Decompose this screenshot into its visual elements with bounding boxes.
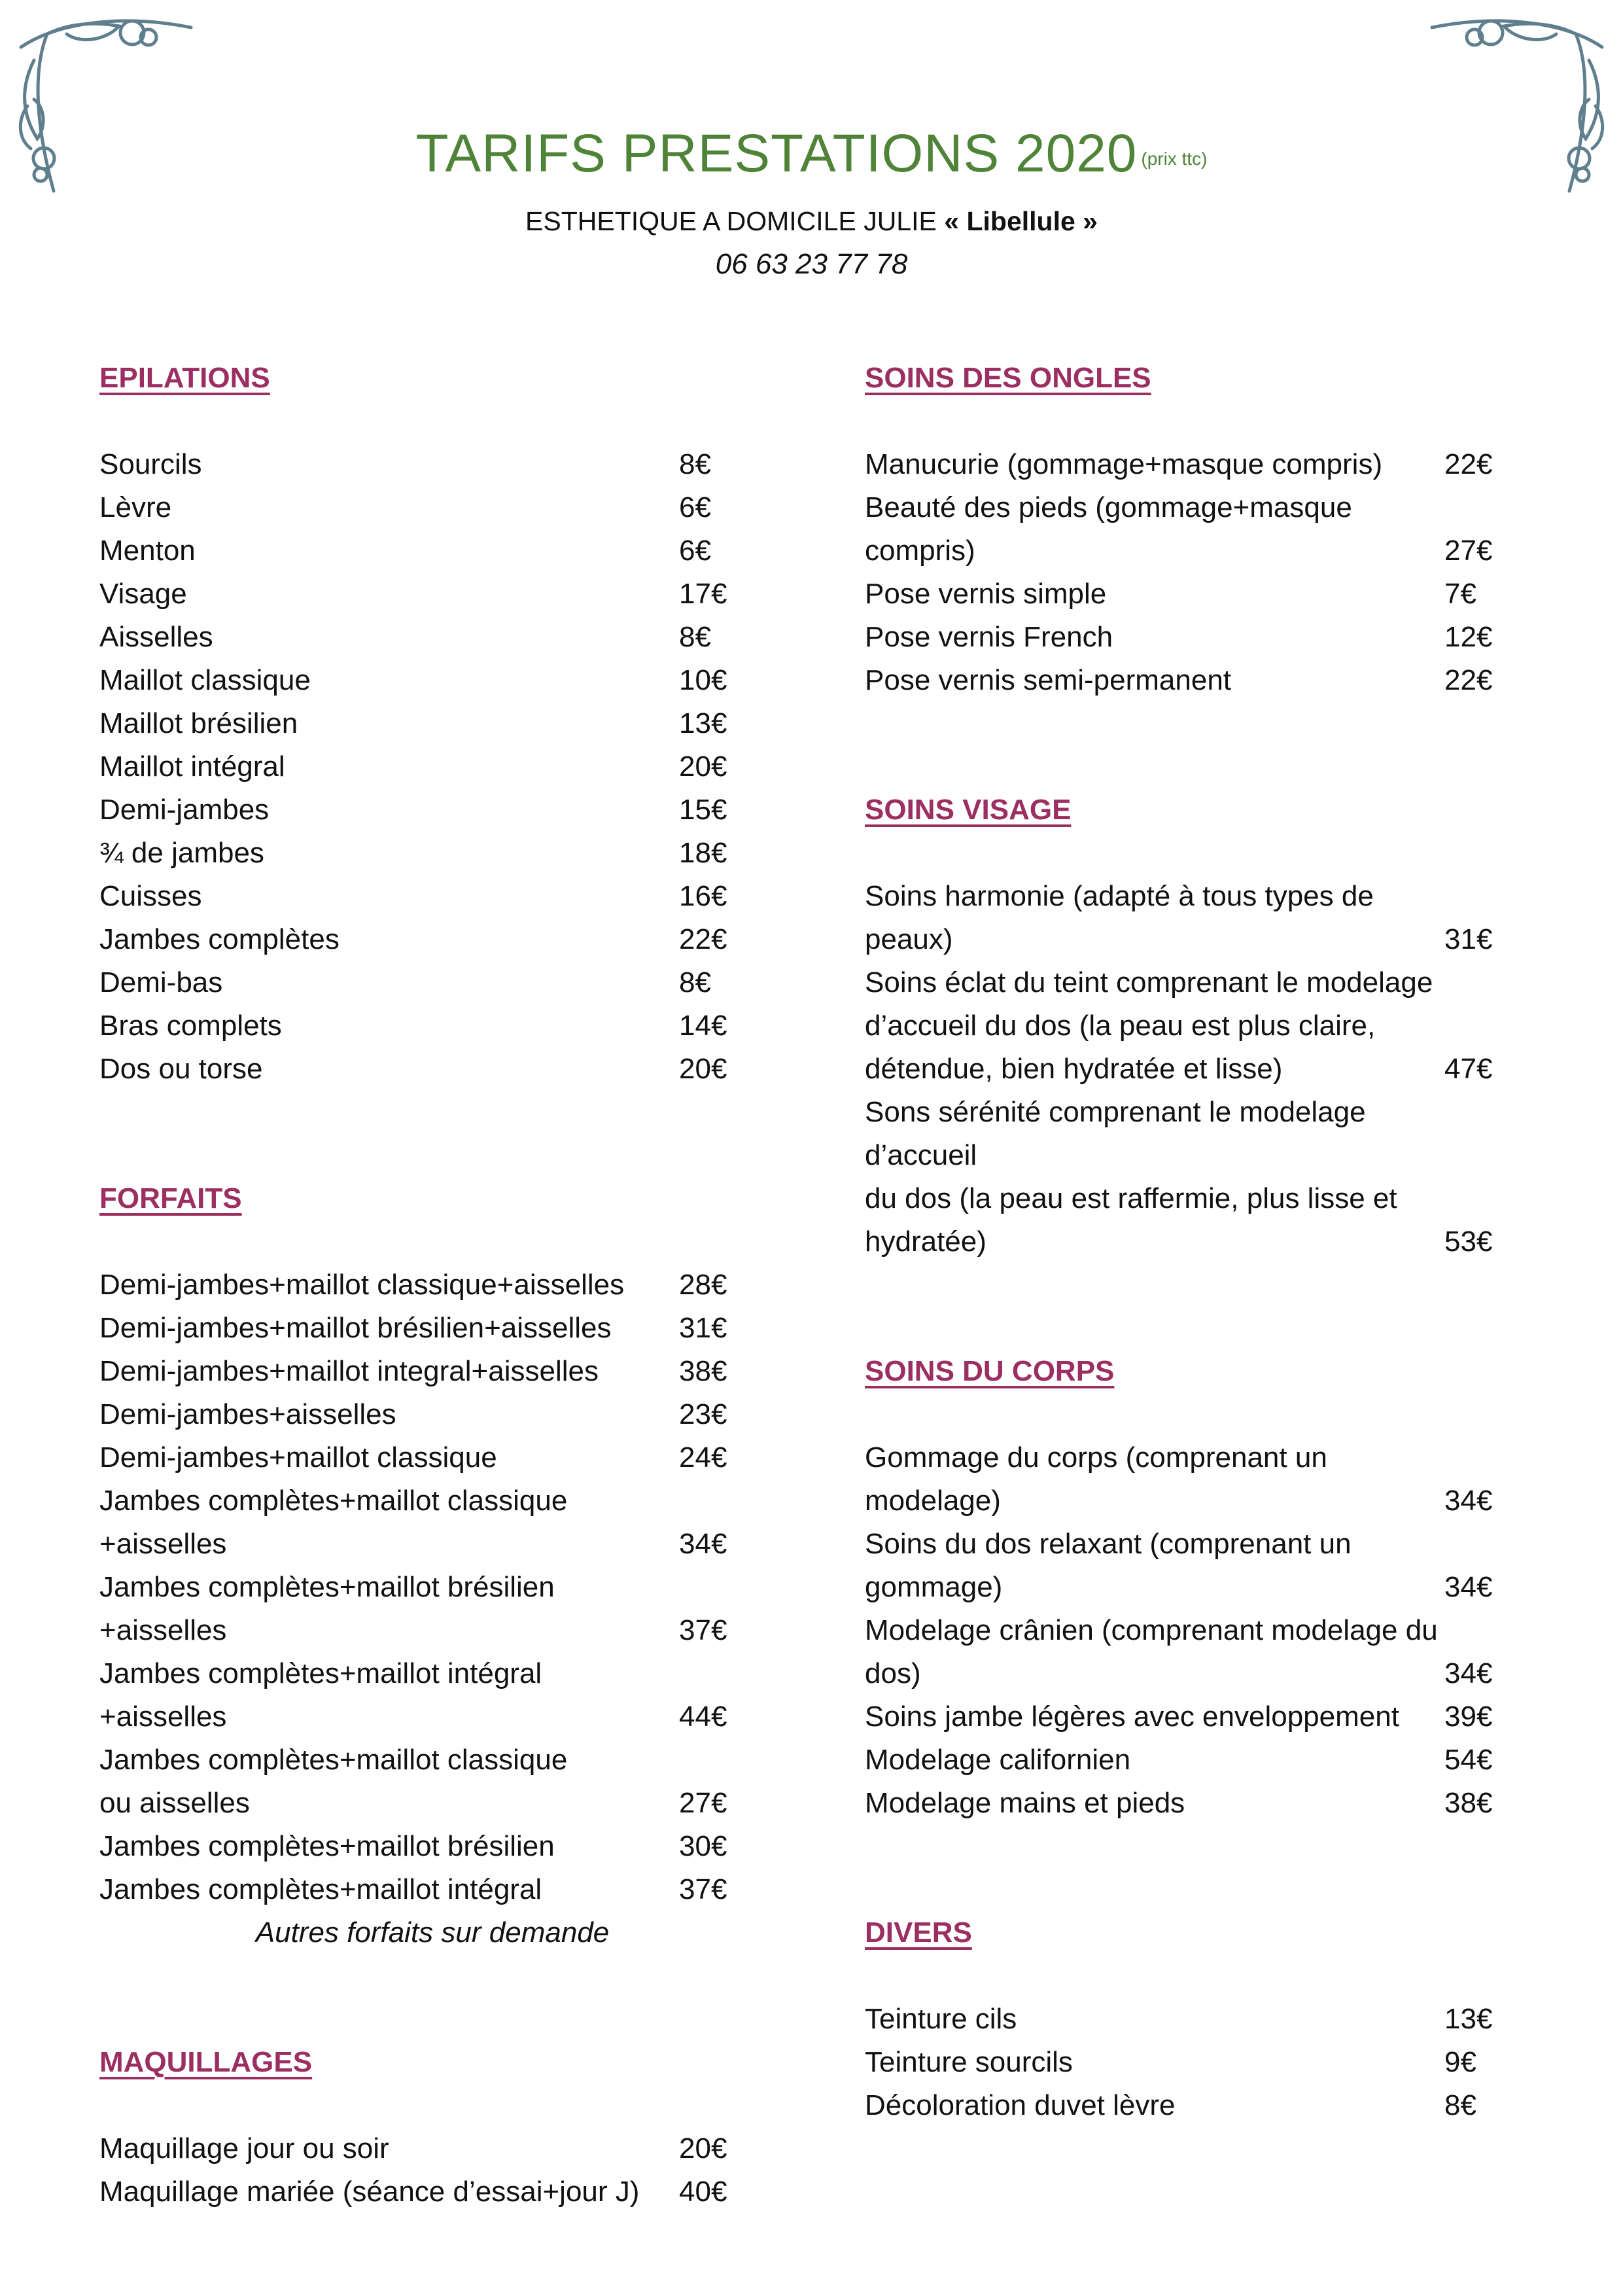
section-heading-divers: DIVERS: [865, 1916, 972, 1949]
price-item-label-line: Jambes complètes+maillot brésilien: [99, 1830, 555, 1862]
price-item-label-line: Soins éclat du teint comprenant le modelage: [865, 966, 1433, 998]
price-item-label: [99, 616, 679, 659]
price-item-label: [865, 1609, 1444, 1695]
price-item-price: 34€: [1444, 1485, 1493, 1517]
price-item: [99, 875, 754, 918]
price-item: [865, 875, 1519, 961]
section-heading-corps: SOINS DU CORPS: [865, 1355, 1115, 1387]
price-item-label: [99, 1393, 679, 1436]
price-item-label-line: Pose vernis French: [865, 621, 1113, 653]
price-item-label: [99, 1004, 679, 1048]
price-item-label: [99, 745, 679, 788]
price-item: [99, 832, 754, 875]
price-item-label: [865, 659, 1444, 702]
price-item-label: [865, 1695, 1444, 1739]
price-item: [99, 2127, 754, 2170]
price-item-label-line: gommage): [865, 1571, 1003, 1603]
price-item-label: [865, 573, 1444, 616]
price-item-label: [865, 2084, 1444, 2127]
price-item-label-line: Teinture cils: [865, 2003, 1017, 2035]
price-item: [99, 1263, 754, 1307]
price-item: [865, 1523, 1519, 1609]
price-item-label: [865, 486, 1444, 573]
price-item: [99, 1436, 754, 1479]
price-item-label: [99, 1307, 679, 1350]
price-item-label-line: détendue, bien hydratée et lisse): [865, 1053, 1283, 1085]
price-item-label-line: Modelage mains et pieds: [865, 1787, 1185, 1819]
price-item-label-line: Pose vernis semi-permanent: [865, 664, 1232, 696]
price-item: [865, 1091, 1519, 1263]
price-item-label-line: Gommage du corps (comprenant un: [865, 1441, 1327, 1474]
price-item: [99, 1307, 754, 1350]
price-item-label-line: Sourcils: [99, 448, 202, 480]
price-item-price: 22€: [1444, 664, 1493, 696]
price-item-price: 10€: [679, 664, 727, 696]
price-item-label-line: Beauté des pieds (gommage+masque: [865, 491, 1352, 523]
price-item-label-line: Jambes complètes: [99, 923, 340, 955]
price-item-label: [99, 1652, 679, 1739]
price-item: [99, 1566, 754, 1652]
price-item-label: [865, 443, 1444, 486]
price-item-label-line: compris): [865, 535, 975, 567]
page-title: [0, 121, 1623, 192]
price-item-label: [99, 788, 679, 832]
price-item-label: [99, 832, 679, 875]
price-item-label-line: modelage): [865, 1485, 1001, 1517]
price-item-price: 20€: [679, 1053, 727, 1085]
price-item: [865, 486, 1519, 573]
price-item: [99, 745, 754, 788]
price-item: [99, 616, 754, 659]
price-item-label-line: peaux): [865, 923, 953, 955]
price-item: [865, 1782, 1519, 1825]
price-item: [865, 573, 1519, 616]
price-item: [99, 702, 754, 745]
price-item: [99, 529, 754, 573]
price-item: [865, 1436, 1519, 1523]
price-item: [865, 1998, 1519, 2041]
price-item-price: 23€: [679, 1398, 727, 1430]
price-item-label-line: Menton: [99, 535, 196, 567]
price-item-label-line: Pose vernis simple: [865, 578, 1107, 610]
price-item: [865, 1695, 1519, 1739]
maquillages-list: [99, 2127, 754, 2214]
price-item-label-line: Cuisses: [99, 880, 202, 912]
price-item-price: 27€: [679, 1787, 727, 1819]
price-item: [99, 1739, 754, 1825]
visage-list: [865, 875, 1519, 1263]
price-item-price: 18€: [679, 837, 727, 869]
section-heading-forfaits: FORFAITS: [99, 1182, 242, 1214]
price-item: [99, 486, 754, 529]
business-name: [0, 200, 1623, 243]
price-item-label: [99, 1739, 679, 1825]
price-item-label-line: Jambes complètes+maillot classique: [99, 1744, 568, 1776]
price-item-label-line: ou aisselles: [99, 1787, 250, 1819]
corps-list: [865, 1436, 1519, 1825]
price-item-price: 34€: [679, 1528, 727, 1560]
price-item-label: [99, 918, 679, 961]
divers-list: [865, 1998, 1519, 2127]
price-item-label: [99, 486, 679, 529]
price-item-label: [865, 1523, 1444, 1609]
price-item: [99, 961, 754, 1004]
price-item: [99, 1393, 754, 1436]
left-column: [99, 357, 754, 2214]
price-item-label: [99, 961, 679, 1004]
price-item-label: [99, 1048, 679, 1091]
forfaits-list: [99, 1263, 754, 1911]
price-item: [99, 1652, 754, 1739]
price-item-price: 20€: [679, 751, 727, 783]
price-item-price: 20€: [679, 2132, 727, 2164]
price-item-label-line: Jambes complètes+maillot classique: [99, 1485, 568, 1517]
price-item-label: [99, 2170, 679, 2214]
price-item-label-line: Demi-jambes+maillot brésilien+aisselles: [99, 1312, 612, 1344]
price-item-label: [99, 443, 679, 486]
price-item-price: 16€: [679, 880, 727, 912]
price-item-label-line: hydratée): [865, 1226, 986, 1258]
price-item-label: [865, 1739, 1444, 1782]
price-item-label: [865, 1998, 1444, 2041]
price-item-label-line: dos): [865, 1657, 921, 1689]
price-item-label-line: Demi-jambes+maillot classique+aisselles: [99, 1269, 625, 1301]
price-item: [865, 1739, 1519, 1782]
ongles-list: [865, 443, 1519, 702]
price-item-label-line: Demi-jambes+maillot classique: [99, 1441, 497, 1474]
price-item-price: 38€: [1444, 1787, 1493, 1819]
price-item: [865, 443, 1519, 486]
section-heading-epilations: EPILATIONS: [99, 362, 270, 394]
price-item-label-line: Demi-jambes: [99, 794, 270, 826]
price-item-label: [865, 1091, 1444, 1263]
price-item-label-line: Modelage californien: [865, 1744, 1131, 1776]
title-note: (prix ttc): [1141, 149, 1208, 169]
price-item-label-line: Demi-bas: [99, 966, 223, 998]
price-item-price: 28€: [679, 1269, 727, 1301]
price-item: [99, 1868, 754, 1911]
price-item-label: [99, 1825, 679, 1868]
title-text: TARIFS PRESTATIONS 2020: [415, 124, 1138, 183]
price-item-price: 6€: [679, 491, 711, 523]
price-item: [865, 659, 1519, 702]
price-item-label-line: Jambes complètes+maillot brésilien: [99, 1571, 555, 1603]
price-item-label: [99, 1350, 679, 1393]
price-item-price: 38€: [679, 1355, 727, 1387]
price-item-price: 9€: [1444, 2046, 1476, 2078]
price-item-price: 7€: [1444, 578, 1476, 610]
price-item-price: 17€: [679, 578, 727, 610]
price-item-label-line: ¾ de jambes: [99, 837, 264, 869]
price-item-price: 53€: [1444, 1226, 1493, 1258]
price-item-price: 34€: [1444, 1657, 1493, 1689]
price-item-label: [865, 961, 1444, 1091]
price-item-price: 44€: [679, 1701, 727, 1733]
price-item-label-line: Maillot brésilien: [99, 707, 298, 739]
price-item-label: [99, 1868, 679, 1911]
price-item: [99, 1004, 754, 1048]
price-item-label: [99, 702, 679, 745]
price-item-price: 31€: [679, 1312, 727, 1344]
price-item: [99, 573, 754, 616]
price-item-price: 31€: [1444, 923, 1493, 955]
price-item-price: 24€: [679, 1441, 727, 1474]
section-heading-ongles: SOINS DES ONGLES: [865, 362, 1151, 394]
price-item-label: [99, 529, 679, 573]
price-item-label-line: d’accueil du dos (la peau est plus claire,: [865, 1010, 1376, 1042]
price-item-label-line: Demi-jambes+aisselles: [99, 1398, 396, 1430]
price-item-label-line: Demi-jambes+maillot integral+aisselles: [99, 1355, 599, 1387]
price-item-label-line: Jambes complètes+maillot intégral: [99, 1657, 542, 1689]
price-item-label-line: Maquillage jour ou soir: [99, 2132, 389, 2164]
epilations-list: [99, 443, 754, 1091]
price-item-label: [865, 1436, 1444, 1523]
price-item-price: 13€: [1444, 2003, 1493, 2035]
price-item: [99, 918, 754, 961]
price-item-price: 47€: [1444, 1053, 1493, 1085]
price-item-label: [99, 1436, 679, 1479]
price-item-label-line: Décoloration duvet lèvre: [865, 2089, 1176, 2121]
price-item-price: 12€: [1444, 621, 1493, 653]
price-item-label: [99, 573, 679, 616]
price-item-label: [865, 616, 1444, 659]
price-item-label-line: +aisselles: [99, 1528, 227, 1560]
price-item-label-line: +aisselles: [99, 1701, 227, 1733]
price-item-label-line: Sons sérénité comprenant le modelage d’accueil: [865, 1096, 1366, 1171]
price-item-label-line: Soins jambe légères avec enveloppement: [865, 1701, 1399, 1733]
price-item-label-line: Lèvre: [99, 491, 172, 523]
price-item-label-line: Soins du dos relaxant (comprenant un: [865, 1528, 1352, 1560]
price-item-price: 39€: [1444, 1701, 1493, 1733]
price-item-label-line: Jambes complètes+maillot intégral: [99, 1873, 542, 1905]
price-item-price: 8€: [679, 966, 711, 998]
price-item-label: [99, 659, 679, 702]
price-item-label-line: Dos ou torse: [99, 1053, 263, 1085]
price-item-label-line: Teinture sourcils: [865, 2046, 1073, 2078]
price-item-label-line: Aisselles: [99, 621, 213, 653]
price-item-label-line: Soins harmonie (adapté à tous types de: [865, 880, 1374, 912]
price-item: [99, 443, 754, 486]
price-item-price: 6€: [679, 535, 711, 567]
price-item-label-line: Modelage crânien (comprenant modelage du: [865, 1614, 1438, 1646]
price-item: [99, 2170, 754, 2214]
price-item-price: 8€: [679, 621, 711, 653]
price-item: [865, 2084, 1519, 2127]
business-prefix: ESTHETIQUE A DOMICILE JULIE: [525, 206, 937, 236]
price-item-label: [99, 1479, 679, 1566]
price-item: [99, 788, 754, 832]
page-header: [0, 121, 1623, 286]
price-item-price: 22€: [1444, 448, 1493, 480]
price-item-label: [99, 1263, 679, 1307]
price-item-price: 8€: [679, 448, 711, 480]
price-item: [99, 1048, 754, 1091]
right-column: [865, 357, 1519, 2127]
price-item-price: 54€: [1444, 1744, 1493, 1776]
price-item: [865, 1609, 1519, 1695]
price-item-label: [99, 875, 679, 918]
price-item-price: 14€: [679, 1010, 727, 1042]
price-item-label: [99, 1566, 679, 1652]
price-item-label-line: du dos (la peau est raffermie, plus lisse et: [865, 1182, 1397, 1214]
price-item: [865, 961, 1519, 1091]
price-item: [865, 2041, 1519, 2084]
business-brand: « Libellule »: [944, 206, 1098, 236]
price-item-label-line: Maquillage mariée (séance d’essai+jour J): [99, 2176, 640, 2208]
price-item-price: 37€: [679, 1614, 727, 1646]
price-item: [865, 616, 1519, 659]
price-item: [99, 659, 754, 702]
price-item-label: [865, 875, 1444, 961]
price-item-price: 27€: [1444, 535, 1493, 567]
phone-number: 06 63 23 77 78: [715, 248, 908, 280]
price-item-price: 8€: [1444, 2089, 1476, 2121]
price-item-label-line: Manucurie (gommage+masque compris): [865, 448, 1383, 480]
price-item: [99, 1825, 754, 1868]
price-item-price: 37€: [679, 1873, 727, 1905]
price-item-label-line: Maillot intégral: [99, 751, 285, 783]
price-item: [99, 1479, 754, 1566]
forfaits-note: Autres forfaits sur demande: [255, 1916, 610, 1949]
price-item-label-line: Maillot classique: [99, 664, 311, 696]
price-item-price: 13€: [679, 707, 727, 739]
price-item-label: [865, 1782, 1444, 1825]
price-item-price: 15€: [679, 794, 727, 826]
price-item-label-line: +aisselles: [99, 1614, 227, 1646]
price-item-label-line: Bras complets: [99, 1010, 282, 1042]
price-item-price: 30€: [679, 1830, 727, 1862]
price-item-price: 22€: [679, 923, 727, 955]
price-item-price: 40€: [679, 2176, 727, 2208]
section-heading-maquillages: MAQUILLAGES: [99, 2046, 313, 2078]
section-heading-visage: SOINS VISAGE: [865, 794, 1072, 826]
price-item-label-line: Visage: [99, 578, 187, 610]
price-item-label: [99, 2127, 679, 2170]
price-item-label: [865, 2041, 1444, 2084]
price-item: [99, 1350, 754, 1393]
price-item-price: 34€: [1444, 1571, 1493, 1603]
